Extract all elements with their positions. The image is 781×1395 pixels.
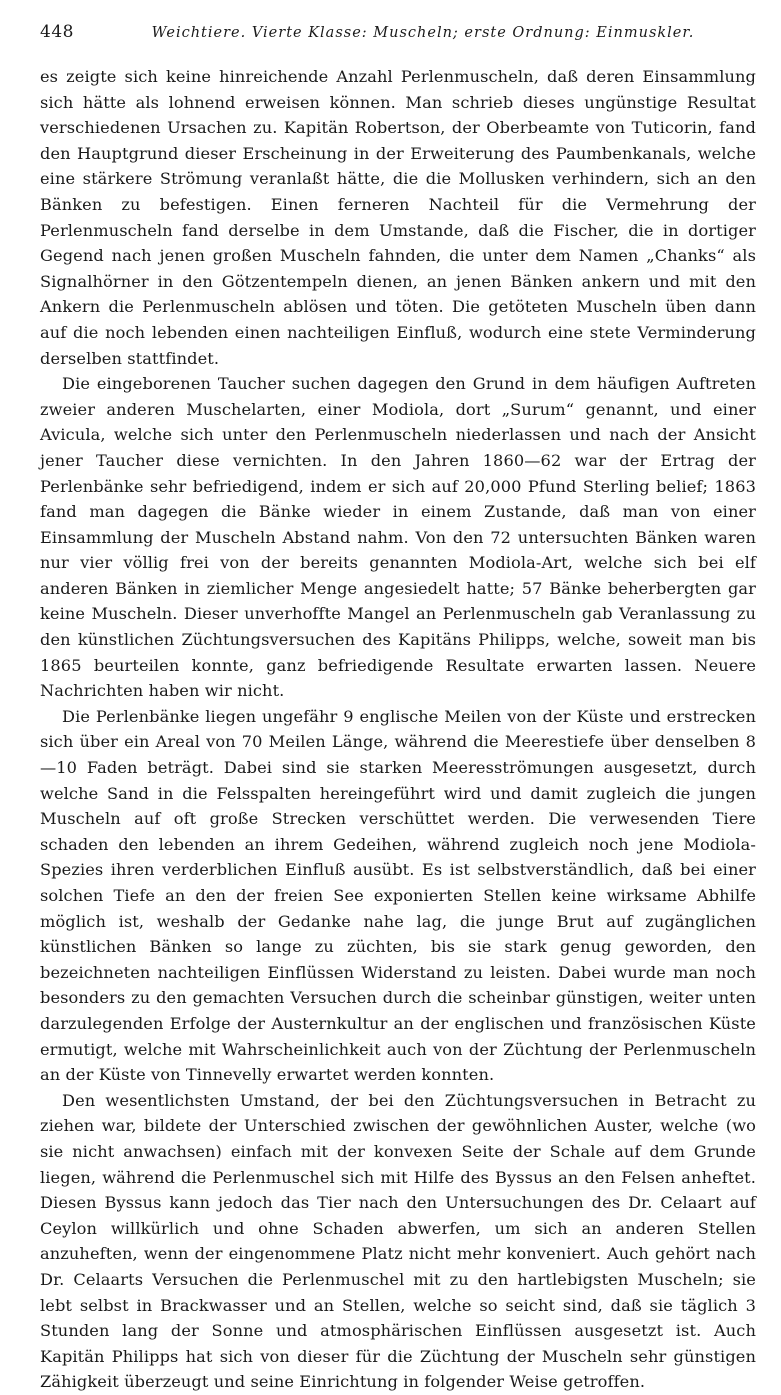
running-head: Weichtiere. Vierte Klasse: Muscheln; erste Ordnung: Einmuskler. — [151, 25, 695, 41]
book-page — [40, 22, 756, 1392]
page-header — [40, 22, 756, 52]
paragraph: Die eingeborenen Taucher suchen dagegen den Grund in dem häufigen Auftreten zweier anderen Muschelarten, einer Modiola, dort „Surum“ genannt, und einer Avicula, welche sich unter den Perlenmuscheln niederlassen und nach der Ansicht jener Taucher diese vernichten. In den Jahren 1860—62 war der Ertrag der Perlenbänke sehr befriedigend, indem er sich auf 20,000 Pfund Sterling belief; 1863 fand man dagegen die Bänke wieder in einem Zustande, daß man von einer Einsammlung der Muscheln Abstand nahm. Von den 72 untersuchten Bänken waren nur vier völlig frei von der bereits genannten Modiola-Art, welche sich bei elf anderen Bänken in ziemlicher Menge angesiedelt hatte; 57 Bänke beherbergten gar keine Muscheln. Dieser unverhoffte Mangel an Perlenmuscheln gab Veranlassung zu den künstlichen Züchtungsversuchen des Kapitäns Philipps, welche, soweit man bis 1865 beurteilen konnte, ganz befriedigende Resultate erwarten lassen. Neuere Nachrichten haben wir nicht. — [40, 374, 756, 701]
paragraph: es zeigte sich keine hinreichende Anzahl Perlenmuscheln, daß deren Einsammlung sich hätte als lohnend erweisen können. Man schrieb dieses ungünstige Resultat verschiedenen Ursachen zu. Kapitän Robertson, der Oberbeamte von Tuticorin, fand den Hauptgrund dieser Erscheinung in der Erweiterung des Paumbenkanals, welche eine stärkere Strömung veranlaßt hätte, die die Mollusken verhindern, sich an den Bänken zu befestigen. Einen ferneren Nachteil für die Vermehrung der Perlenmuscheln fand derselbe in dem Umstande, daß die Fischer, die in dortiger Gegend nach jenen großen Muscheln fahnden, die unter dem Namen „Chanks“ als Signalhörner in den Götzentempeln dienen, an jenen Bänken ankern und mit den Ankern die Perlenmuscheln ablösen und töten. Die getöteten Muscheln üben dann auf die noch lebenden einen nachteiligen Einfluß, wodurch eine stete Verminderung derselben stattfindet. — [40, 67, 756, 368]
paragraph: Den wesentlichsten Umstand, der bei den Züchtungsversuchen in Betracht zu ziehen war, bildete der Unterschied zwischen der gewöhnlichen Auster, welche (wo sie nicht anwachsen) einfach mit der konvexen Seite der Schale auf dem Grunde liegen, während die Perlenmuschel sich mit Hilfe des Byssus an den Felsen anheftet. Diesen Byssus kann jedoch das Tier nach den Untersuchungen des Dr. Celaart auf Ceylon willkürlich und ohne Schaden abwerfen, um sich an anderen Stellen anzuheften, wenn der eingenommene Platz nicht mehr konveniert. Auch gehört nach Dr. Celaarts Versuchen die Perlenmuschel mit zu den hartlebigsten Muscheln; sie lebt selbst in Brackwasser und an Stellen, welche so seicht sind, daß sie täglich 3 Stunden lang der Sonne und atmosphärischen Einflüssen ausgesetzt ist. Auch Kapitän Philipps hat sich von dieser für die Züchtung der Muscheln sehr günstigen Zähigkeit überzeugt und seine Einrichtung in folgender Weise getroffen. — [40, 1090, 756, 1392]
paragraph: Die Perlenbänke liegen ungefähr 9 englische Meilen von der Küste und erstrecken sich über ein Areal von 70 Meilen Länge, während die Meerestiefe über denselben 8—10 Faden beträgt. Dabei sind sie starken Meeresströmungen ausgesetzt, durch welche Sand in die Felsspalten hereingeführt wird und damit zugleich die jungen Muscheln auf oft große Strecken verschüttet werden. Die verwesenden Tiere schaden den lebenden an ihrem Gedeihen, während zugleich noch jene Modiola-Spezies ihren verderblichen Einfluß ausübt. Es ist selbstverständlich, daß bei einer solchen Tiefe an den der freien See exponierten Stellen keine wirksame Abhilfe möglich ist, weshalb der Gedanke nahe lag, die junge Brut auf zugänglichen künstlichen Bänken so lange zu züchten, bis sie stark genug geworden, den bezeichneten nachteiligen Einflüssen Widerstand zu leisten. Dabei wurde man noch besonders zu den gemachten Versuchen durch die scheinbar günstigen, weiter unten darzulegenden Erfolge der Austernkultur an der englischen und französischen Küste ermutigt, welche mit Wahrscheinlichkeit auch von der Züchtung der Perlenmuscheln an der Küste von Tinnevelly erwartet werden konnten. — [40, 706, 756, 1085]
body-text — [40, 64, 756, 1395]
page-number: 448 — [40, 22, 74, 42]
